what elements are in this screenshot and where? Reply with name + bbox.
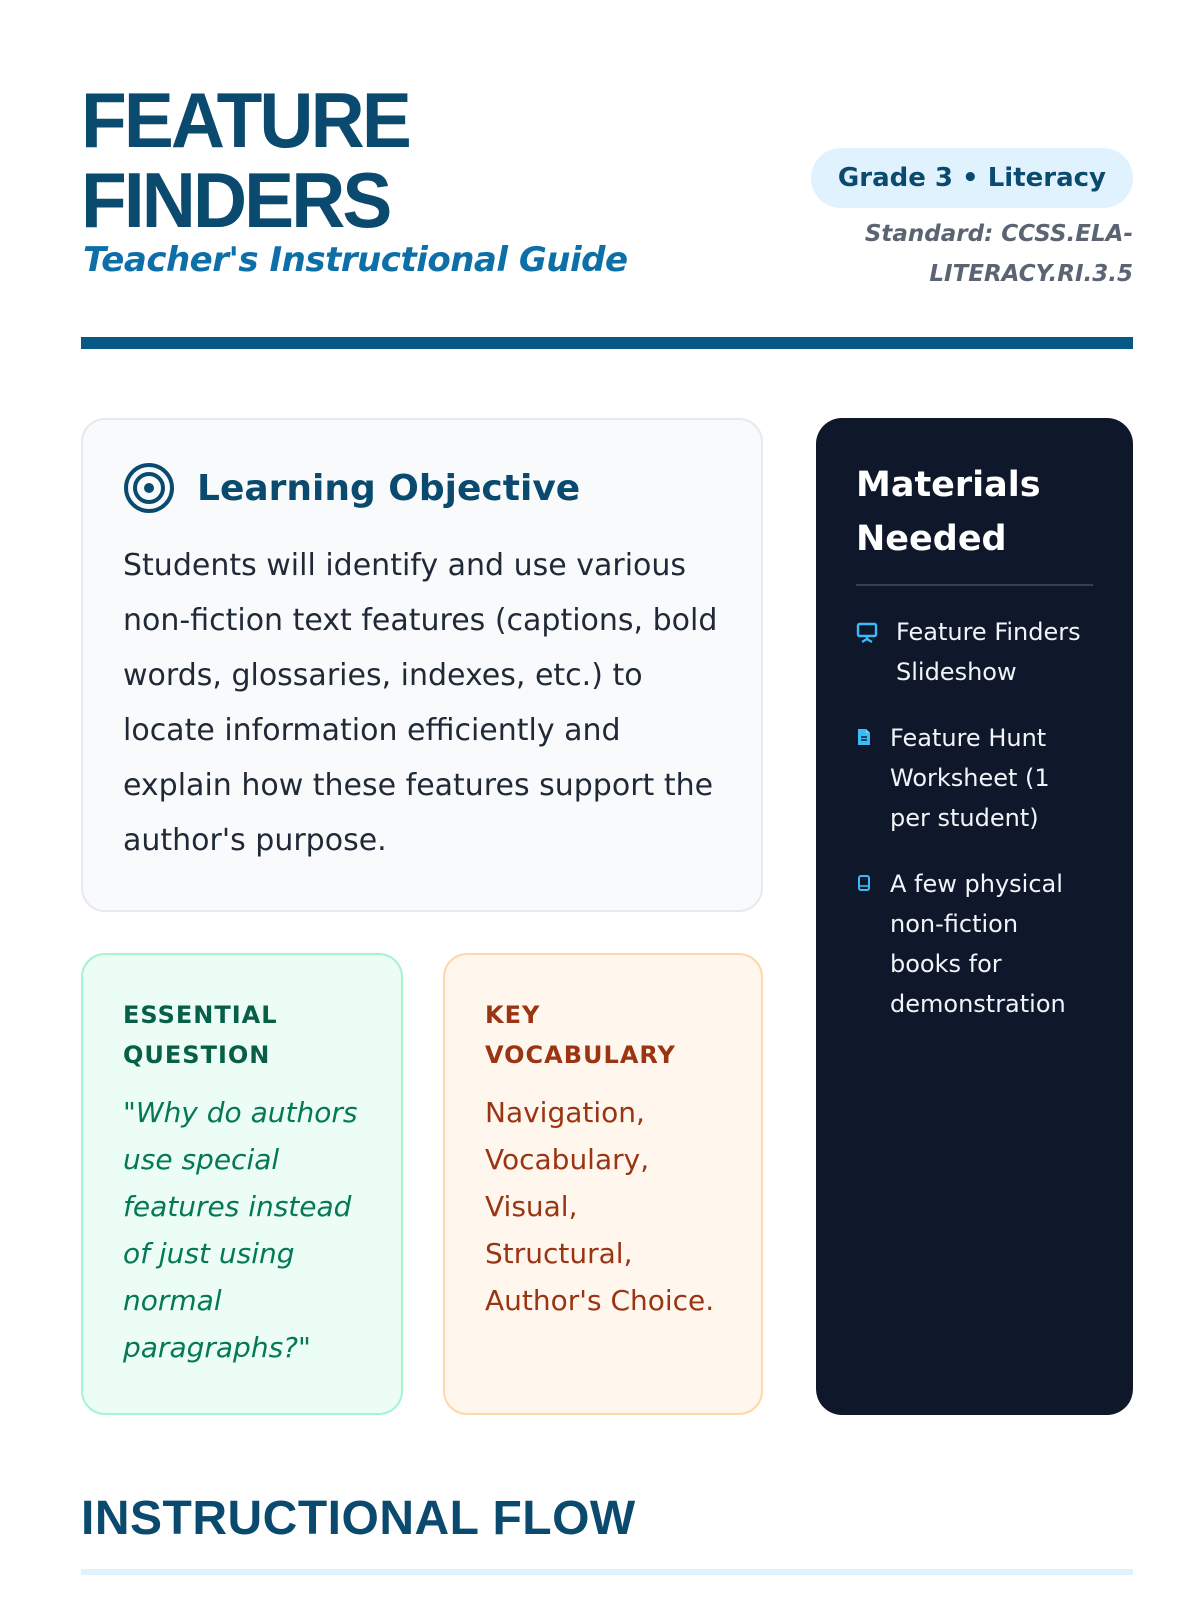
page-title [81, 76, 409, 244]
page-subtitle: Teacher's Instructional Guide [83, 240, 628, 280]
essential-question-card [81, 953, 403, 1415]
materials-item [856, 864, 1093, 1024]
learning-objective-text: Students will identify and use various non-fiction text features (captions, bold words, glossaries, indexes, etc.) to locate information efficiently and explain how these features support the author's purpose. [123, 548, 718, 858]
materials-list [856, 612, 1093, 1024]
essential-question-text: "Why do authors use special features instead of just using normal paragraphs?" [123, 1096, 358, 1364]
title-line-1: FEATURE [81, 76, 409, 164]
page-header [81, 76, 1133, 340]
key-vocabulary-terms: Navigation, Vocabulary, Visual, Structural, Author's Choice. [485, 1096, 715, 1317]
standard-line-2: LITERACY.RI.3.5 [929, 261, 1133, 287]
presentation-icon [856, 622, 878, 644]
materials-title: Materials Needed [856, 458, 1093, 586]
book-icon [856, 874, 872, 892]
essential-question-label-line-1: ESSENTIAL [123, 1001, 278, 1029]
standard-line-1: Standard: CCSS.ELA- [864, 221, 1133, 247]
standard-label [813, 214, 1133, 294]
key-vocabulary-card [443, 953, 763, 1415]
learning-objective-card [81, 418, 763, 912]
materials-item-label: Feature Finders Slideshow [896, 618, 1081, 686]
materials-item [856, 718, 1093, 838]
essential-question-label-line-2: QUESTION [123, 1041, 271, 1069]
learning-objective-title: Learning Objective [197, 467, 581, 509]
materials-item-label: Feature Hunt Worksheet (1 per student) [890, 724, 1050, 832]
materials-item-label: A few physical non-fiction books for demonstration [890, 870, 1066, 1018]
document-icon [856, 728, 872, 746]
materials-item [856, 612, 1093, 692]
essential-question-label [123, 995, 361, 1075]
learning-objective-header [123, 460, 721, 516]
key-vocabulary-label-line-2: VOCABULARY [485, 1041, 676, 1069]
title-line-2: FINDERS [81, 156, 390, 244]
instructional-flow-heading: INSTRUCTIONAL FLOW [81, 1492, 636, 1545]
target-icon [123, 462, 175, 514]
materials-card [816, 418, 1133, 1415]
instructional-flow-divider [81, 1569, 1133, 1575]
key-vocabulary-label [485, 995, 721, 1075]
grade-badge: Grade 3 • Literacy [811, 148, 1133, 208]
key-vocabulary-label-line-1: KEY [485, 1001, 541, 1029]
header-divider [81, 337, 1133, 349]
